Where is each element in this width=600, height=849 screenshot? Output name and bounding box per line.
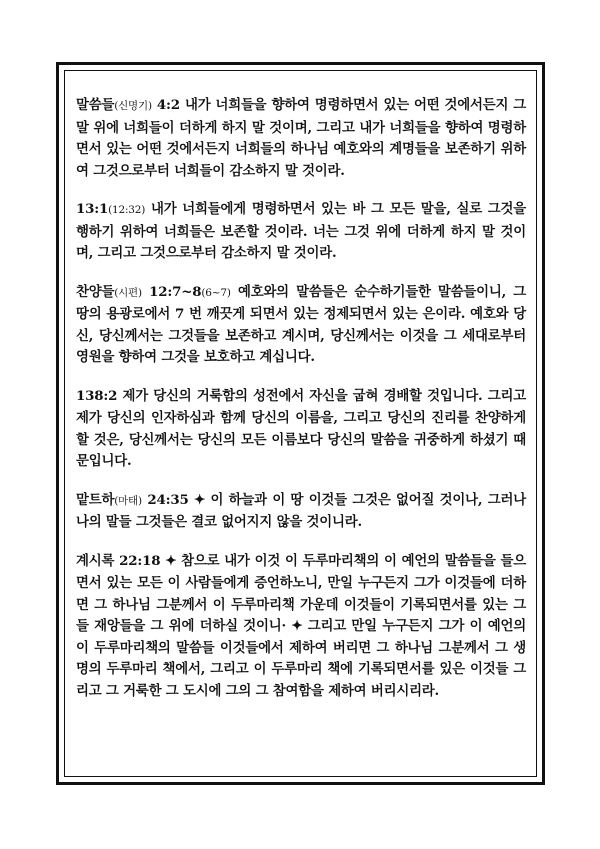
verse-ref: 12:7~8 xyxy=(149,283,202,300)
verse-text: 예호와의 말씀들은 순수하기들한 말씀들이니, 그 땅의 용광로에서 7 번 깨끗게 되면서 있는 정제되면서 있는 은이라. 예호와 당신, 당신께서는 그것들을 보존하고 계시며, 당신께서는 이것을 그 세대로부터 영원을 향하여 그것을 보호하고 계십니다. xyxy=(76,283,527,365)
book-note: (시편) xyxy=(114,286,142,299)
verse-text: 내가 너희들에게 명령하면서 있는 바 그 모든 말을, 실로 그것을 행하기 위하여 너희들은 보존할 것이라. 너는 그것 위에 더하게 하지 말 것이며, 그리고 그것으로부터 감소하지 말 것이라. xyxy=(76,201,526,261)
verse-ref: 138:2 xyxy=(76,387,118,404)
verse-paragraph xyxy=(76,386,526,473)
verse-ref: 13:1 xyxy=(76,201,109,217)
verse-paragraph xyxy=(76,199,526,265)
verse-text: ✦ 이 하늘과 이 땅 이것들 그것은 없어질 것이나, 그러나 나의 말들 그것들은 결코 없어지지 않을 것이니라. xyxy=(76,491,526,530)
verse-paragraph xyxy=(76,490,526,534)
book-note: (마태) xyxy=(114,494,142,507)
verse-paragraph xyxy=(76,95,526,182)
scripture-text-block xyxy=(76,95,526,719)
book-note: (신명기) xyxy=(114,100,152,112)
book-name: 맡트하 xyxy=(76,491,115,508)
verse-ref: 4:2 xyxy=(156,97,180,113)
verse-ref: 22:18 xyxy=(119,552,161,569)
verse-paragraph xyxy=(76,551,526,703)
verse-text: ✦ 참으로 내가 이것 이 두루마리책의 이 예언의 말씀들을 들으면서 있는 모든 이 사람들에게 증언하노니, 만일 누구든지 그가 이것들에 더하면 그 하나님 그분께서 이 두루마리책 가운데 이것들이 기록되면서를 있는 그들 재앙들을 그 위에 더하실 것이니· ✦ 그리고 만일 누구든지 그가 이 예언의 이 두루마리책의 말씀들 이것들에서 제하여 버리면 그 하나님 그분께서 그 생명의 두루마리 책에서, 그리고 이 두루마리 책에 기록되면서를 있은 이것들 그리고 그 거룩한 그 도시에 그의 그 참여함을 제하여 버리시리라. xyxy=(76,552,526,699)
verse-ref-note: (12:32) xyxy=(108,204,146,216)
book-name: 말씀들 xyxy=(76,97,115,113)
book-name: 찬양들 xyxy=(76,283,115,300)
verse-text: 제가 당신의 거룩함의 성전에서 자신을 굽혀 경배할 것입니다. 그리고 제가 당신의 인자하심과 함께 당신의 이름을, 그리고 당신의 진리를 찬양하게 할 것은, 당신께서는 당신의 모든 이름보다 당신의 말씀을 귀중하게 하셨기 때문입니다. xyxy=(76,387,526,469)
verse-ref: 24:35 xyxy=(147,491,189,508)
book-name: 계시록 xyxy=(76,552,115,569)
verse-ref-note: (6~7) xyxy=(201,286,231,299)
verse-paragraph xyxy=(76,282,526,369)
verse-text: 내가 너희들을 향하여 명령하면서 있는 어떤 것에서든지 그 말 위에 너희들이 더하게 하지 말 것이며, 그리고 내가 너희들을 향하여 명령하면서 있는 어떤 것에서든지 너희들의 하나님 예호와의 계명들을 보존하기 위하여 그것으로부터 너희들이 감소하지 말 것이라. xyxy=(76,97,526,179)
